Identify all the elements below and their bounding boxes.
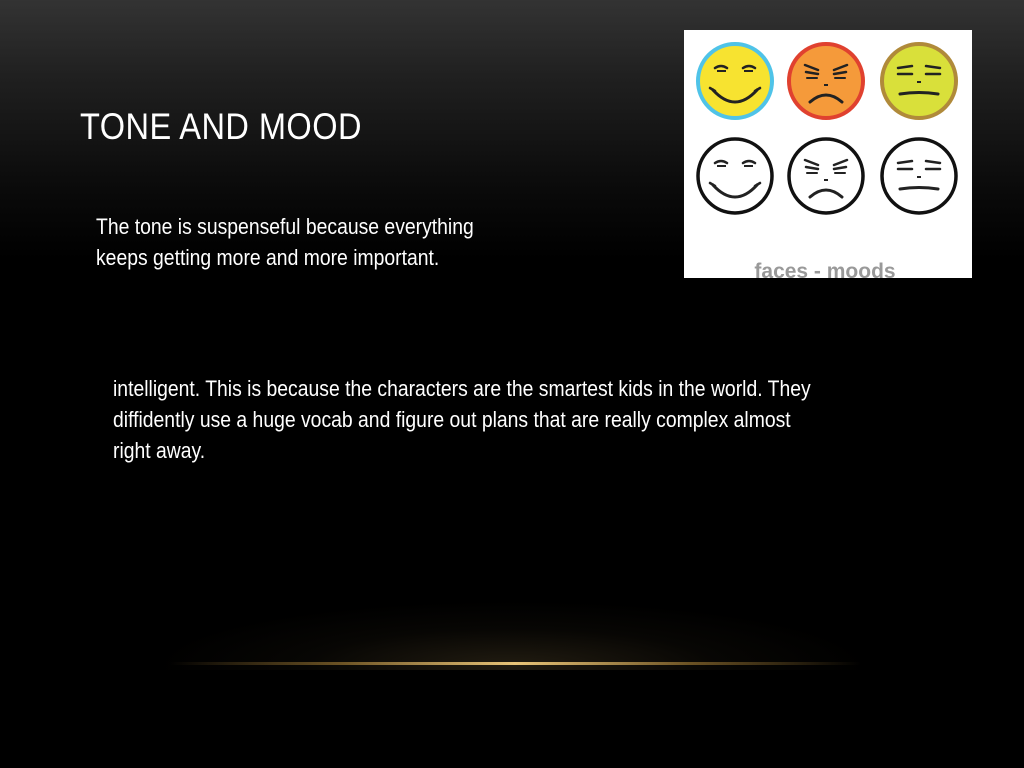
happy-face-outline-icon — [698, 139, 772, 213]
bottom-glow — [150, 600, 874, 670]
slide-title: TONE AND MOOD — [80, 106, 362, 147]
angry-face-outline-icon — [789, 139, 863, 213]
neutral-face-icon — [882, 44, 956, 118]
tone-text: The tone is suspenseful because everything keeps getting more and more important. — [96, 214, 474, 270]
happy-face-icon — [698, 44, 772, 118]
mood-text: intelligent. This is because the characters are the smartest kids in the world. They diffidently use a huge vocab and figure out plans that are really complex almost right away. — [113, 376, 811, 463]
faces-moods-image — [684, 30, 972, 283]
image-caption: faces - moods — [754, 260, 896, 283]
decorative-divider — [170, 662, 860, 665]
faces-grid — [684, 30, 972, 278]
angry-face-icon — [789, 44, 863, 118]
neutral-face-outline-icon — [882, 139, 956, 213]
